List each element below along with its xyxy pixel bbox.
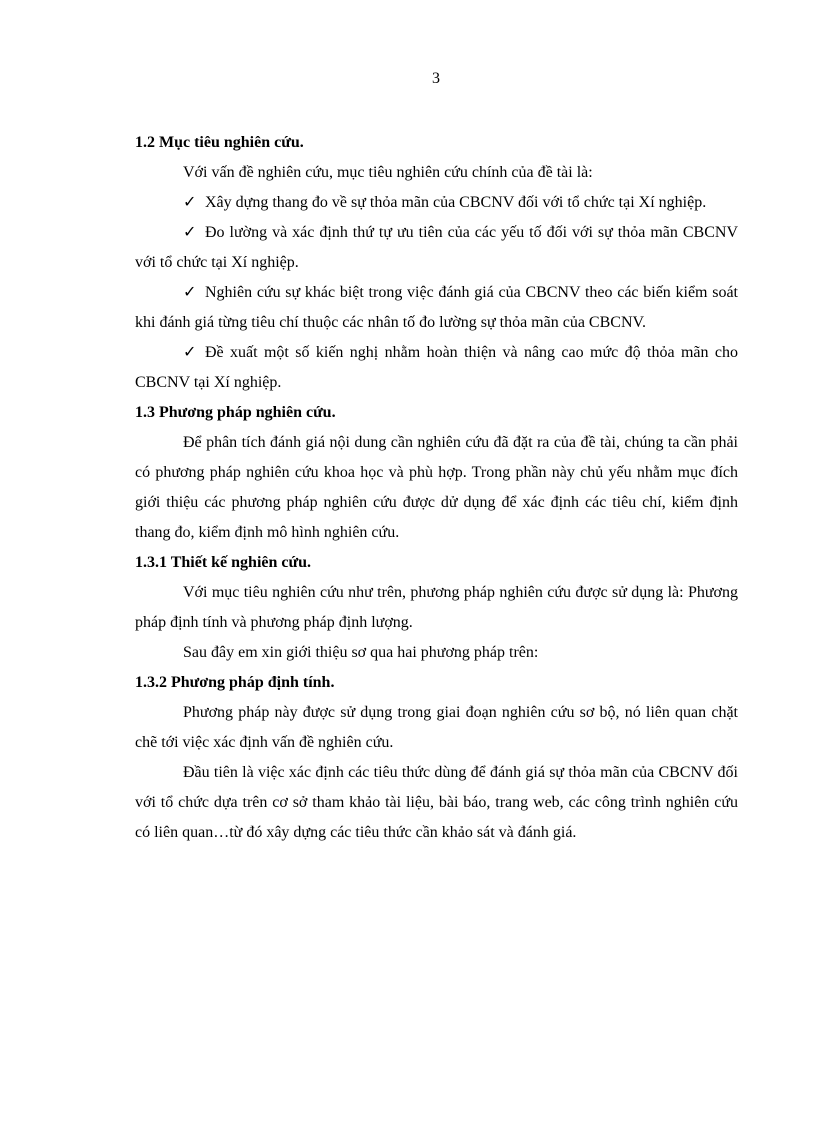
checkmark-icon: ✓ xyxy=(183,344,197,361)
checkmark-icon: ✓ xyxy=(183,224,197,241)
section-1-3-2-paragraph-1: Phương pháp này được sử dụng trong giai đoạn nghiên cứu sơ bộ, nó liên quan chặt chẽ tới việc xác định vấn đề nghiên cứu. xyxy=(135,704,738,751)
section-1-3-2-title: 1.3.2 Phương pháp định tính. xyxy=(135,674,335,691)
section-1-3-2-paragraph-2: Đầu tiên là việc xác định các tiêu thức dùng để đánh giá sự thỏa mãn của CBCNV đối với tổ chức dựa trên cơ sở tham khảo tài liệu, bài báo, trang web, các công trình nghiên cứu có liên quan…từ đó xây dựng các tiêu thức cần khảo sát và đánh giá. xyxy=(135,764,738,841)
section-1-3-paragraph: Để phân tích đánh giá nội dung cần nghiên cứu đã đặt ra của đề tài, chúng ta cần phải có phương pháp nghiên cứu khoa học và phù hợp. Trong phần này chủ yếu nhằm mục đích giới thiệu các phương pháp nghiên cứu được dử dụng để xác định các tiêu chí, kiểm định thang đo, kiểm định mô hình nghiên cứu. xyxy=(135,434,738,541)
objective-text: Xây dựng thang đo về sự thỏa mãn của CBCNV đối với tổ chức tại Xí nghiệp. xyxy=(205,194,707,211)
document-body xyxy=(135,128,738,848)
section-1-3-title: 1.3 Phương pháp nghiên cứu. xyxy=(135,404,336,421)
objective-item xyxy=(135,188,738,218)
objective-item xyxy=(135,278,738,338)
objective-text: Đề xuất một số kiến nghị nhằm hoàn thiện và nâng cao mức độ thỏa mãn cho CBCNV tại Xí nghiệp. xyxy=(135,344,738,391)
section-1-2-title: 1.2 Mục tiêu nghiên cứu. xyxy=(135,134,304,151)
checkmark-icon: ✓ xyxy=(183,194,197,211)
checkmark-icon: ✓ xyxy=(183,284,197,301)
objective-item xyxy=(135,338,738,398)
objective-item xyxy=(135,218,738,278)
objective-text: Đo lường và xác định thứ tự ưu tiên của các yếu tố đối với sự thỏa mãn CBCNV với tổ chức tại Xí nghiệp. xyxy=(135,224,738,271)
section-1-3-1-paragraph-2: Sau đây em xin giới thiệu sơ qua hai phương pháp trên: xyxy=(183,644,539,661)
section-1-3-1-paragraph-1: Với mục tiêu nghiên cứu như trên, phương pháp nghiên cứu được sử dụng là: Phương pháp định tính và phương pháp định lượng. xyxy=(135,584,738,631)
objective-text: Nghiên cứu sự khác biệt trong việc đánh giá của CBCNV theo các biến kiểm soát khi đánh giá từng tiêu chí thuộc các nhân tố đo lường sự thỏa mãn của CBCNV. xyxy=(135,284,738,331)
page-number: 3 xyxy=(432,70,440,87)
section-1-2-intro: Với vấn đề nghiên cứu, mục tiêu nghiên cứu chính của đề tài là: xyxy=(183,164,593,181)
section-1-3-1-title: 1.3.1 Thiết kế nghiên cứu. xyxy=(135,554,311,571)
